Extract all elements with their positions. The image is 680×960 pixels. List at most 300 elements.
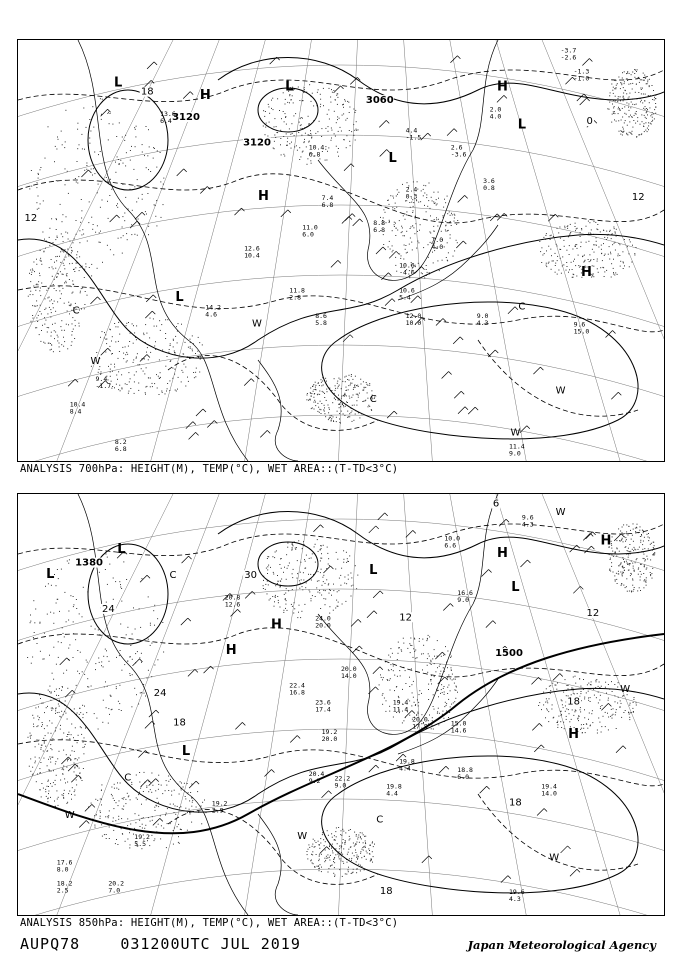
wind-barb	[389, 251, 396, 258]
station-dewpoint-depression: 2.8	[289, 293, 302, 302]
wind-barb-flag	[152, 311, 155, 314]
station-dewpoint-depression: 14.6	[450, 726, 467, 735]
station-temperature: 23.6	[315, 698, 331, 707]
chart-id: AUPQ78	[20, 935, 81, 953]
station-dewpoint-depression: 9.0	[457, 596, 470, 604]
wind-barb	[264, 770, 271, 777]
contour-value-label: 24	[102, 603, 115, 615]
wind-barb-flag	[449, 371, 452, 374]
wind-barb-flag	[147, 575, 150, 578]
station-temperature: 10.6	[399, 261, 415, 270]
wind-barb-flag	[594, 120, 597, 123]
station-dewpoint-depression: 6.0	[457, 772, 470, 781]
station-temperature: 11.4	[509, 442, 525, 451]
contour-value-label: 1500	[495, 648, 523, 660]
wind-barb-flag	[457, 56, 460, 59]
coastline	[78, 494, 248, 915]
wind-barb-flag	[539, 723, 542, 726]
wet-area-stipple	[28, 69, 657, 424]
wind-barb-flag	[544, 809, 547, 812]
station-dewpoint-depression: 4.6	[205, 310, 218, 319]
wind-barb-flag	[489, 569, 492, 572]
station-temperature: 7.0	[431, 236, 444, 245]
station-temperature: 2.0	[489, 105, 502, 114]
station-temperature: 14.2	[205, 303, 221, 312]
wind-barb-flag	[577, 869, 580, 872]
station-dewpoint-depression: 4.3	[476, 318, 489, 327]
wind-barb-flag	[621, 534, 624, 537]
station-temperature: 19.8	[399, 757, 415, 766]
wind-barb-flag	[428, 133, 431, 136]
coastline	[258, 814, 298, 915]
wind-barb-flag	[156, 710, 159, 713]
wind-barb-flag	[560, 674, 563, 677]
station-dewpoint-depression: 4.3	[509, 894, 521, 903]
wind-barb-flag	[117, 215, 120, 218]
wind-barb	[456, 241, 463, 248]
wind-barb	[458, 407, 465, 414]
height-contour	[322, 756, 638, 893]
wind-barb-flag	[108, 109, 111, 112]
station-temperature: 9.6	[573, 320, 586, 329]
station-dewpoint-depression: 6.8	[373, 226, 386, 235]
station-dewpoint-depression: 0.8	[483, 184, 495, 193]
station-temperature: 15.0	[450, 719, 467, 728]
isotherm	[18, 524, 664, 556]
station-temperature: 18.2	[56, 879, 73, 888]
wind-barb	[79, 820, 86, 827]
wind-barb	[81, 170, 88, 177]
wind-barb	[531, 677, 538, 684]
station-dewpoint-depression: 8.0	[56, 865, 69, 874]
wind-barb	[204, 666, 211, 673]
station-dewpoint-depression: 8.4	[69, 407, 82, 416]
wind-barb	[435, 652, 442, 659]
station-temperature: 4.4	[405, 126, 418, 135]
low-pressure-center: L	[388, 151, 397, 167]
wind-barb-flag	[593, 532, 596, 535]
wind-barb	[235, 722, 242, 729]
wind-barb	[145, 311, 152, 318]
wind-barb	[101, 348, 108, 355]
wind-barb-flag	[386, 120, 389, 123]
wind-barb-flag	[568, 846, 571, 849]
wind-barb-flag	[421, 267, 424, 270]
wind-barb-flag	[330, 566, 333, 569]
wind-barb-flag	[506, 519, 509, 522]
wind-barb-flag	[412, 711, 415, 714]
station-dewpoint-depression: 9.2	[308, 777, 321, 786]
station-temperature: 9.6	[521, 513, 534, 522]
isotherm	[18, 174, 664, 223]
high-pressure-center: H	[258, 189, 269, 204]
wind-barb	[447, 129, 454, 136]
cold-area-label: C	[124, 772, 132, 784]
station-temperature: 20.0	[412, 715, 428, 724]
wind-barb-flag	[288, 210, 291, 213]
contour-value-label: 18	[140, 86, 154, 98]
station-dewpoint-depression: 2.9	[211, 806, 224, 815]
station-dewpoint-depression: 17.8	[412, 722, 428, 731]
contour-value-label: 18	[567, 696, 580, 708]
wind-barb	[71, 775, 78, 782]
wind-barb	[490, 214, 497, 221]
wind-barb	[582, 58, 589, 65]
wind-barb	[486, 621, 493, 628]
wind-barb-flag	[211, 666, 214, 669]
wind-barb	[611, 392, 618, 399]
wind-barb	[497, 95, 504, 102]
wind-barb-flag	[88, 170, 91, 173]
station-dewpoint-depression: 2.5	[56, 886, 69, 895]
contour-value-label: 12	[586, 608, 600, 620]
station-temperature: 22.2	[334, 774, 351, 783]
station-dewpoint-depression: 17.4	[315, 705, 331, 714]
station-dewpoint-depression: 4.3	[521, 520, 534, 529]
wind-barb	[565, 77, 572, 84]
longitude-line	[493, 40, 623, 461]
wind-barb	[373, 591, 380, 598]
wind-barb	[345, 214, 352, 221]
low-pressure-center: L	[511, 579, 520, 595]
wind-barb	[68, 379, 75, 386]
contour-value-label: 3120	[172, 112, 200, 123]
wind-barb	[352, 646, 359, 653]
station-dewpoint-depression: -3.6	[450, 150, 467, 159]
wind-barb	[570, 869, 577, 876]
contour-value-label: 6	[492, 498, 500, 510]
station-temperature: 9.0	[476, 311, 489, 320]
wind-barb	[177, 169, 184, 176]
cold-area-label: C	[72, 305, 80, 317]
wind-barb-flag	[148, 780, 151, 783]
station-temperature: 18.8	[457, 765, 473, 774]
latitude-line	[18, 275, 664, 340]
wind-barb-flag	[97, 297, 100, 300]
station-dewpoint-depression: 6.0	[302, 230, 314, 239]
station-dewpoint-depression: 14.0	[541, 789, 557, 798]
wind-barb	[182, 556, 189, 563]
wind-barb-flag	[108, 348, 111, 351]
station-dewpoint-depression: 14.0	[341, 671, 357, 680]
weather-map-850hpa	[18, 494, 664, 915]
wind-barb	[189, 781, 196, 788]
wind-barb	[380, 150, 387, 157]
wind-barb	[480, 786, 487, 793]
wind-barb	[323, 566, 330, 573]
chart-id-line	[20, 935, 301, 953]
station-dewpoint-depression: 12.6	[224, 600, 241, 609]
cold-area-label: C	[518, 301, 526, 313]
longitude-line	[243, 494, 313, 915]
wind-barb-flag	[591, 546, 594, 549]
wind-barb	[411, 296, 418, 303]
station-dewpoint-depression: 0.3	[405, 192, 418, 201]
warm-area-label: W	[510, 427, 521, 439]
wind-barb	[583, 533, 590, 540]
station-temperature: 10.6	[399, 286, 415, 295]
wind-barb-flag	[555, 214, 558, 217]
wind-barb	[367, 611, 374, 618]
wind-barb-flag	[351, 164, 354, 167]
wind-barb-flag	[350, 335, 353, 338]
wind-barb-flag	[190, 92, 193, 95]
agency-name: Japan Meteorological Agency	[467, 938, 656, 952]
station-temperature: 19.6	[509, 887, 525, 896]
station-dewpoint-depression: 5.8	[315, 318, 327, 327]
low-pressure-center: L	[285, 79, 294, 95]
wind-barb-flag	[493, 621, 496, 624]
station-temperature: 2.4	[405, 185, 418, 194]
station-temperature: 10.4	[69, 400, 86, 409]
station-dewpoint-depression: -4.6	[399, 268, 415, 277]
wind-barb	[65, 690, 72, 697]
wind-barb-flag	[238, 609, 241, 612]
wind-barb	[501, 876, 508, 883]
isotherm	[18, 286, 664, 332]
station-dewpoint-depression: 5.5	[134, 840, 147, 849]
valid-time: 031200UTC JUL 2019	[120, 935, 301, 953]
wind-barb	[468, 407, 475, 414]
wind-barb-flag	[92, 804, 95, 807]
wind-barb	[577, 94, 584, 101]
wind-barbs	[60, 513, 626, 883]
wind-barb	[181, 618, 188, 625]
station-dewpoint-depression: 20.0	[321, 735, 338, 743]
wind-barb-flag	[380, 667, 383, 670]
station-temperature: 19.8	[386, 782, 402, 791]
wind-barb-flag	[495, 350, 498, 353]
station-temperature: 7.4	[321, 194, 334, 202]
warm-area-label: W	[620, 683, 631, 695]
station-temperature: 19.4	[392, 698, 409, 707]
warm-area-label: W	[297, 831, 308, 843]
wind-barb	[454, 391, 461, 398]
wind-barb-flag	[429, 856, 432, 859]
wind-barb	[244, 379, 251, 386]
wind-barb	[290, 735, 297, 742]
cold-area-label: C	[376, 814, 384, 826]
wind-barb	[189, 432, 196, 439]
wind-barb-flag	[541, 745, 544, 748]
wind-barb-flag	[375, 687, 378, 690]
wind-barb	[379, 120, 386, 127]
wind-barb-flag	[242, 722, 245, 725]
station-dewpoint-depression: 9.0	[509, 449, 521, 458]
wind-barb-flag	[504, 95, 507, 98]
wind-barb	[616, 746, 623, 753]
wind-barb-flag	[396, 251, 399, 254]
longitude-line	[148, 494, 268, 915]
height-contour	[18, 234, 664, 358]
low-pressure-center: L	[117, 541, 126, 557]
wind-barb	[331, 260, 338, 267]
contour-value-label: 3060	[365, 95, 394, 107]
wind-barb-flag	[463, 241, 466, 244]
wind-barb	[520, 560, 527, 567]
contour-value-label: 3120	[243, 137, 271, 149]
wind-barb	[200, 187, 207, 194]
wind-barb-flag	[184, 169, 187, 172]
height-contour	[218, 512, 664, 558]
wind-barb	[508, 307, 515, 314]
wind-barb-flag	[527, 560, 530, 563]
wind-barb	[60, 658, 67, 665]
longitude-line	[448, 40, 528, 461]
coastline	[318, 40, 498, 280]
height-contour	[258, 542, 318, 586]
wind-barb	[260, 430, 267, 437]
high-pressure-center: H	[600, 533, 612, 549]
wind-barb	[132, 659, 139, 666]
contour-value-label: 12	[631, 192, 645, 203]
station-temperature: 10.4	[308, 143, 325, 152]
isotherm	[168, 356, 378, 431]
wind-barb	[138, 751, 145, 758]
low-pressure-center: L	[181, 744, 191, 759]
wind-barb	[458, 195, 465, 202]
wind-barb	[601, 703, 608, 710]
station-dewpoint-depression: 6.8	[114, 445, 127, 454]
map-panel-700hpa	[17, 39, 665, 462]
station-dewpoint-depression: 4.4	[399, 764, 411, 773]
wind-barb-flag	[383, 247, 386, 250]
wind-barb	[561, 846, 568, 853]
latitude-line	[18, 589, 664, 654]
station-dewpoint-depression: 4.0	[489, 112, 502, 121]
wind-barb-flag	[267, 430, 270, 433]
longitude-line	[53, 40, 223, 461]
wind-barb-flag	[154, 62, 157, 65]
wind-barb-flag	[376, 765, 379, 768]
station-temperature: 8.6	[315, 311, 327, 320]
wind-barb	[378, 513, 385, 520]
wind-barb	[353, 219, 360, 226]
wind-barb-flag	[147, 355, 150, 358]
station-dewpoint-depression: 7.0	[108, 886, 121, 895]
longitude-line	[18, 40, 178, 461]
wind-barb-flag	[360, 219, 363, 222]
wind-barb-flag	[475, 407, 478, 410]
wind-barb	[387, 411, 394, 418]
wind-barb-flag	[589, 58, 592, 61]
weather-map-700hpa	[18, 40, 664, 461]
station-temperature: 20.4	[308, 770, 325, 779]
station-temperature: 16.6	[457, 589, 473, 597]
wind-barb	[351, 619, 358, 626]
station-dewpoint-depression: -1.5	[405, 133, 422, 142]
station-temperature: 19.2	[321, 728, 338, 736]
wind-barb	[135, 212, 142, 219]
wind-barb-flag	[188, 618, 191, 621]
wind-barb-flag	[465, 195, 468, 198]
wind-barb-flag	[388, 273, 391, 276]
wind-barb	[234, 208, 241, 215]
wind-barb-flag	[376, 526, 379, 529]
wind-barb-flag	[341, 86, 344, 89]
wind-barb-flag	[527, 426, 530, 429]
high-pressure-center: H	[199, 87, 211, 103]
wind-barb	[334, 86, 341, 93]
wind-barb-flag	[623, 746, 626, 749]
wind-barb	[350, 77, 357, 84]
wind-barb	[533, 367, 540, 374]
station-dewpoint-depression: 15.0	[573, 327, 590, 336]
latitude-line	[18, 205, 664, 270]
wind-barb	[436, 318, 443, 325]
high-pressure-center: H	[270, 617, 282, 633]
contour-value-label: 30	[244, 570, 257, 582]
station-dewpoint-depression: 16.8	[289, 688, 305, 697]
station-dewpoint-depression: 11.4	[392, 705, 409, 714]
wind-barb	[231, 609, 238, 616]
station-temperature: 19.4	[541, 782, 557, 791]
station-dewpoint-depression: -1.7	[95, 382, 112, 390]
wind-barb	[553, 674, 560, 681]
height-contours	[18, 58, 664, 439]
station-temperature: 24.0	[315, 614, 331, 623]
station-temperature: -1.3	[573, 67, 590, 76]
wind-barb-flag	[380, 591, 383, 594]
wind-barb	[422, 856, 429, 863]
wind-barb-flag	[160, 818, 163, 821]
low-pressure-center: L	[175, 290, 184, 305]
contour-value-label: 0	[586, 116, 593, 128]
wind-barb	[322, 791, 329, 798]
wind-barb-flag	[508, 876, 511, 879]
station-dewpoint-depression: 5.4	[399, 293, 411, 302]
station-temperature: 19.2	[134, 833, 150, 842]
wind-barb-flag	[320, 525, 323, 528]
wind-barb-flag	[196, 781, 199, 784]
low-pressure-center: L	[369, 563, 378, 578]
height-contour	[258, 88, 318, 132]
wind-barb-flag	[394, 411, 397, 414]
wind-barb	[414, 267, 421, 274]
wind-barb-flag	[189, 556, 192, 559]
wind-barb	[101, 109, 108, 116]
wind-barb-flag	[196, 432, 199, 435]
station-dewpoint-depression: 6.6	[444, 541, 457, 550]
wind-barb	[443, 603, 450, 610]
wind-barb-flag	[86, 820, 89, 823]
wind-barb	[614, 534, 621, 541]
station-temperature: 13.6	[160, 109, 176, 118]
wind-barb-flag	[442, 652, 445, 655]
station-dewpoint-depression: -2.6	[560, 53, 577, 62]
wind-barb-flag	[613, 330, 616, 333]
wind-barb	[90, 297, 97, 304]
contour-value-label: 12	[399, 612, 412, 624]
station-temperature: 11.0	[302, 223, 318, 232]
station-dewpoint-depression: 20.0	[315, 621, 331, 630]
wind-barb-flag	[392, 299, 395, 302]
high-pressure-center: H	[497, 546, 508, 562]
wind-barb-flag	[446, 766, 449, 769]
high-pressure-center: H	[225, 643, 237, 658]
wind-barb	[149, 779, 156, 786]
contour-value-label: 12	[24, 213, 38, 224]
station-temperature: 9.4	[95, 375, 108, 383]
wind-barb-flag	[443, 318, 446, 321]
high-pressure-center: H	[497, 79, 508, 95]
wind-barb	[373, 667, 380, 674]
map-panel-850hpa	[17, 493, 665, 916]
wind-barb	[482, 569, 489, 576]
wind-barb-flag	[193, 422, 196, 425]
wind-barb-flag	[454, 129, 457, 132]
contour-value-label: 18	[509, 797, 522, 809]
